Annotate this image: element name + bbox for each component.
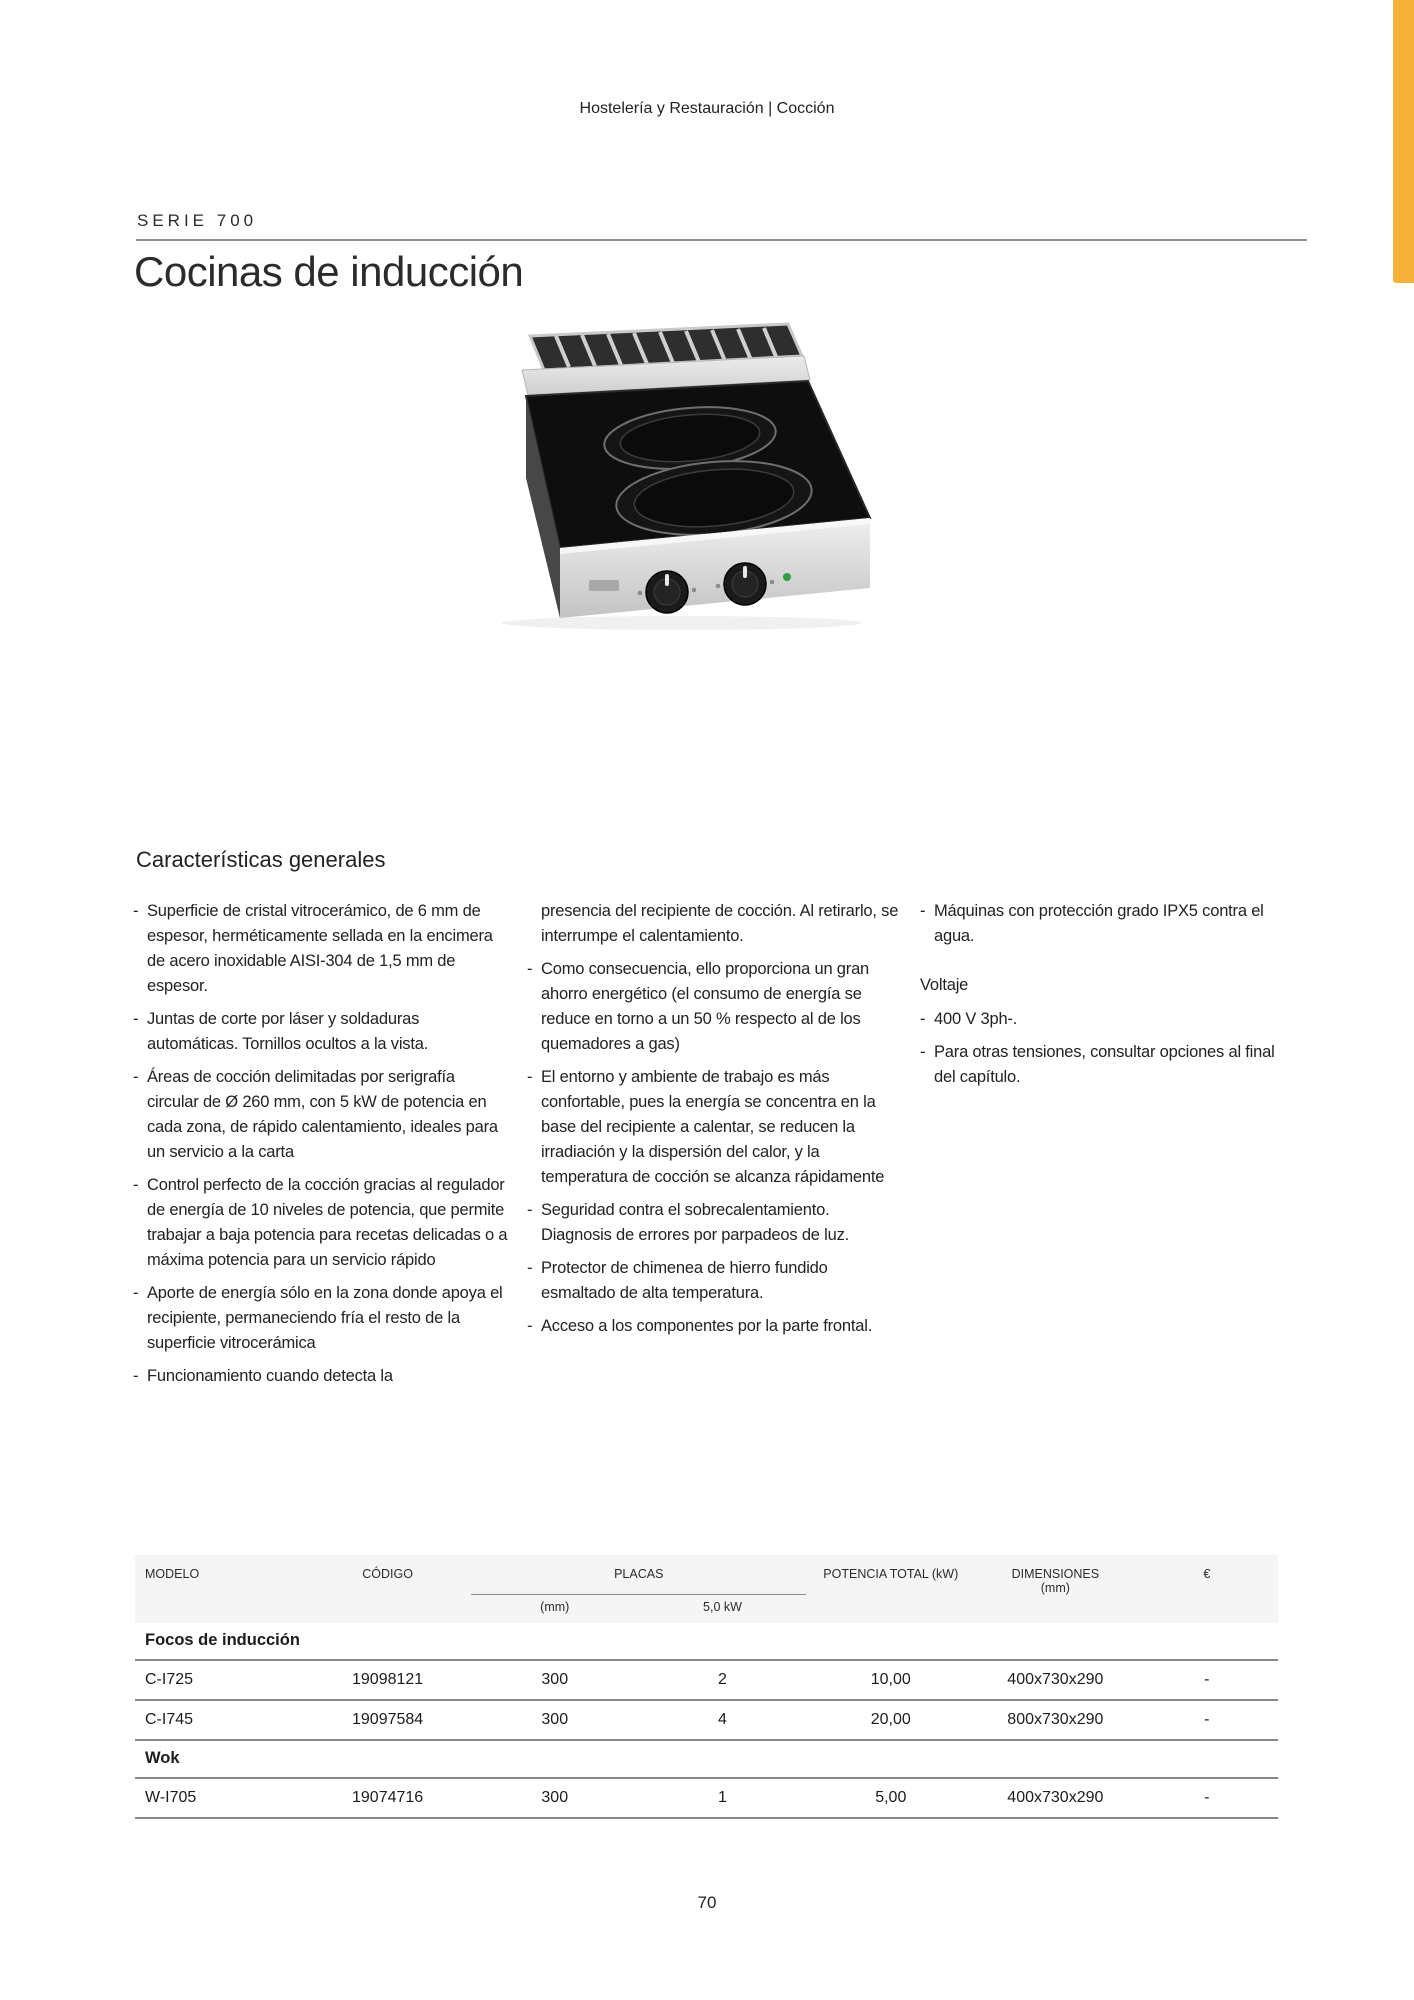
cell-placas_n: 1	[718, 1789, 727, 1806]
cell-dimensiones: 400x730x290	[1007, 1671, 1104, 1688]
bullet-marker: -	[920, 902, 926, 920]
cell-codigo: 19097584	[352, 1711, 424, 1728]
features-column-1	[133, 899, 508, 1397]
spec-table	[135, 1555, 1278, 1819]
cell-placas_mm: 300	[541, 1711, 569, 1728]
feature-item	[133, 1173, 508, 1273]
bullet-marker: -	[527, 1201, 533, 1219]
features-columns	[133, 899, 1303, 1397]
col-subheader-mm: (mm)	[540, 1600, 570, 1614]
features-column-3	[920, 899, 1298, 1397]
feature-item-text: Acceso a los componentes por la parte frontal.	[541, 1317, 873, 1335]
col-header-potencia: POTENCIA TOTAL (kW)	[823, 1567, 959, 1581]
feature-item-text: Aporte de energía sólo en la zona donde apoya el recipiente, permaneciendo fría el resto de la superficie vitrocerámica	[147, 1284, 503, 1352]
page-title: Cocinas de inducción	[134, 248, 524, 295]
cell-codigo: 19074716	[352, 1789, 424, 1806]
cell-placas_n: 4	[718, 1711, 727, 1728]
features-column-2	[527, 899, 902, 1397]
table-section-header	[135, 1739, 1278, 1777]
bullet-marker: -	[133, 1068, 139, 1086]
feature-item-text: Áreas de cocción delimitadas por serigrafía circular de Ø 260 mm, con 5 kW de potencia en cada zona, de rápido calentamiento, ideales para un servicio a la carta	[147, 1068, 498, 1161]
feature-item-text: Máquinas con protección grado IPX5 contra el agua.	[934, 902, 1264, 945]
cell-modelo: W-I705	[145, 1789, 197, 1806]
col-header-placas-group	[471, 1567, 806, 1595]
table-section-title: Focos de inducción	[145, 1631, 300, 1649]
bullet-marker: -	[133, 1367, 139, 1385]
cell-placas_mm: 300	[541, 1671, 569, 1688]
feature-item-text: El entorno y ambiente de trabajo es más confortable, pues la energía se concentra en la base del recipiente a calentar, se reducen la irradiación y la dispersión del calor, y la temperatura de cocción se alcanza rápidamente	[541, 1068, 885, 1186]
cell-placas_n: 2	[718, 1671, 727, 1688]
cell-modelo: C-I725	[145, 1671, 194, 1688]
table-row	[135, 1659, 1278, 1699]
cell-dimensiones: 400x730x290	[1007, 1789, 1104, 1806]
col-header-precio: €	[1203, 1567, 1211, 1581]
feature-item	[527, 1314, 902, 1339]
series-rule	[136, 239, 1307, 241]
feature-item-text: Juntas de corte por láser y soldaduras automáticas. Tornillos ocultos a la vista.	[147, 1010, 429, 1053]
table-row	[135, 1777, 1278, 1817]
col-header-codigo: CÓDIGO	[362, 1567, 413, 1581]
table-section-title: Wok	[145, 1749, 180, 1767]
cell-potencia: 5,00	[875, 1789, 907, 1806]
feature-item	[527, 1198, 902, 1248]
bullet-marker: -	[133, 1284, 139, 1302]
feature-item-text: Superficie de cristal vitrocerámico, de 6 mm de espesor, herméticamente sellada en la encimera de acero inoxidable AISI-304 de 1,5 mm de espesor.	[147, 902, 493, 995]
col-header-dimensiones-line2: (mm)	[1040, 1581, 1070, 1595]
feature-item-text: Protector de chimenea de hierro fundido esmaltado de alta temperatura.	[541, 1259, 828, 1302]
col-subheader-kw: 5,0 kW	[703, 1600, 742, 1614]
bullet-marker: -	[133, 1010, 139, 1028]
spec-table-header	[135, 1555, 1278, 1623]
col-header-dimensiones	[975, 1567, 1136, 1595]
bullet-marker: -	[527, 1068, 533, 1086]
cell-potencia: 10,00	[870, 1671, 911, 1688]
feature-item-text: Como consecuencia, ello proporciona un gran ahorro energético (el consumo de energía se reduce en torno a un 50 % respecto al de los quemadores a gas)	[541, 960, 870, 1053]
features-heading: Características generales	[136, 847, 386, 872]
cell-precio: -	[1204, 1671, 1210, 1688]
feature-item	[527, 957, 902, 1057]
brand-plate	[589, 580, 619, 591]
bullet-marker: -	[133, 902, 139, 920]
bullet-marker: -	[527, 1317, 533, 1335]
feature-item	[920, 1040, 1298, 1090]
feature-item	[527, 1065, 902, 1190]
bullet-marker: -	[527, 1259, 533, 1277]
features-subheading: Voltaje	[920, 976, 969, 994]
bullet-marker: -	[920, 1010, 926, 1028]
feature-item	[527, 899, 902, 949]
table-row	[135, 1699, 1278, 1739]
feature-item-text: Para otras tensiones, consultar opciones al final del capítulo.	[934, 1043, 1275, 1086]
cell-dimensiones: 800x730x290	[1007, 1711, 1104, 1728]
feature-item-text: Control perfecto de la cocción gracias al regulador de energía de 10 niveles de potencia, que permite trabajar a baja potencia para recetas delicadas o a máxima potencia para un servicio rápido	[147, 1176, 508, 1269]
power-indicator-led	[783, 573, 791, 581]
feature-item	[133, 1007, 508, 1057]
shadow	[502, 616, 862, 630]
col-header-placas-label: PLACAS	[614, 1567, 664, 1581]
feature-item	[527, 1256, 902, 1306]
bullet-marker: -	[527, 960, 533, 978]
breadcrumb: Hostelería y Restauración | Cocción	[579, 100, 835, 117]
feature-item	[920, 899, 1298, 949]
col-header-modelo: MODELO	[145, 1567, 200, 1581]
cell-modelo: C-I745	[145, 1711, 194, 1728]
feature-item	[133, 1065, 508, 1165]
spec-table-body	[135, 1623, 1278, 1819]
cell-codigo: 19098121	[352, 1671, 424, 1688]
feature-item	[133, 1281, 508, 1356]
feature-item-text: 400 V 3ph-.	[934, 1010, 1018, 1028]
cell-precio: -	[1204, 1789, 1210, 1806]
feature-item	[133, 899, 508, 999]
feature-item-text: Seguridad contra el sobrecalentamiento. Diagnosis de errores por parpadeos de luz.	[541, 1201, 850, 1244]
col-header-dimensiones-line1: DIMENSIONES	[1011, 1567, 1100, 1581]
cell-potencia: 20,00	[870, 1711, 911, 1728]
feature-item	[133, 1364, 508, 1389]
bullet-marker: -	[133, 1176, 139, 1194]
series-label: SERIE 700	[137, 211, 258, 230]
feature-item-text: presencia del recipiente de cocción. Al retirarlo, se interrumpe el calentamiento.	[541, 902, 899, 945]
induction-cooker-illustration	[472, 296, 882, 631]
page-number: 70	[697, 1893, 717, 1912]
cell-placas_mm: 300	[541, 1789, 569, 1806]
table-section-header	[135, 1623, 1278, 1659]
product-image-induction-cooker	[472, 296, 882, 631]
feature-item	[920, 1007, 1298, 1032]
chapter-accent-tab	[1393, 0, 1414, 283]
feature-item-text: Funcionamiento cuando detecta la	[147, 1367, 393, 1385]
cell-precio: -	[1204, 1711, 1210, 1728]
bullet-marker: -	[920, 1043, 926, 1061]
